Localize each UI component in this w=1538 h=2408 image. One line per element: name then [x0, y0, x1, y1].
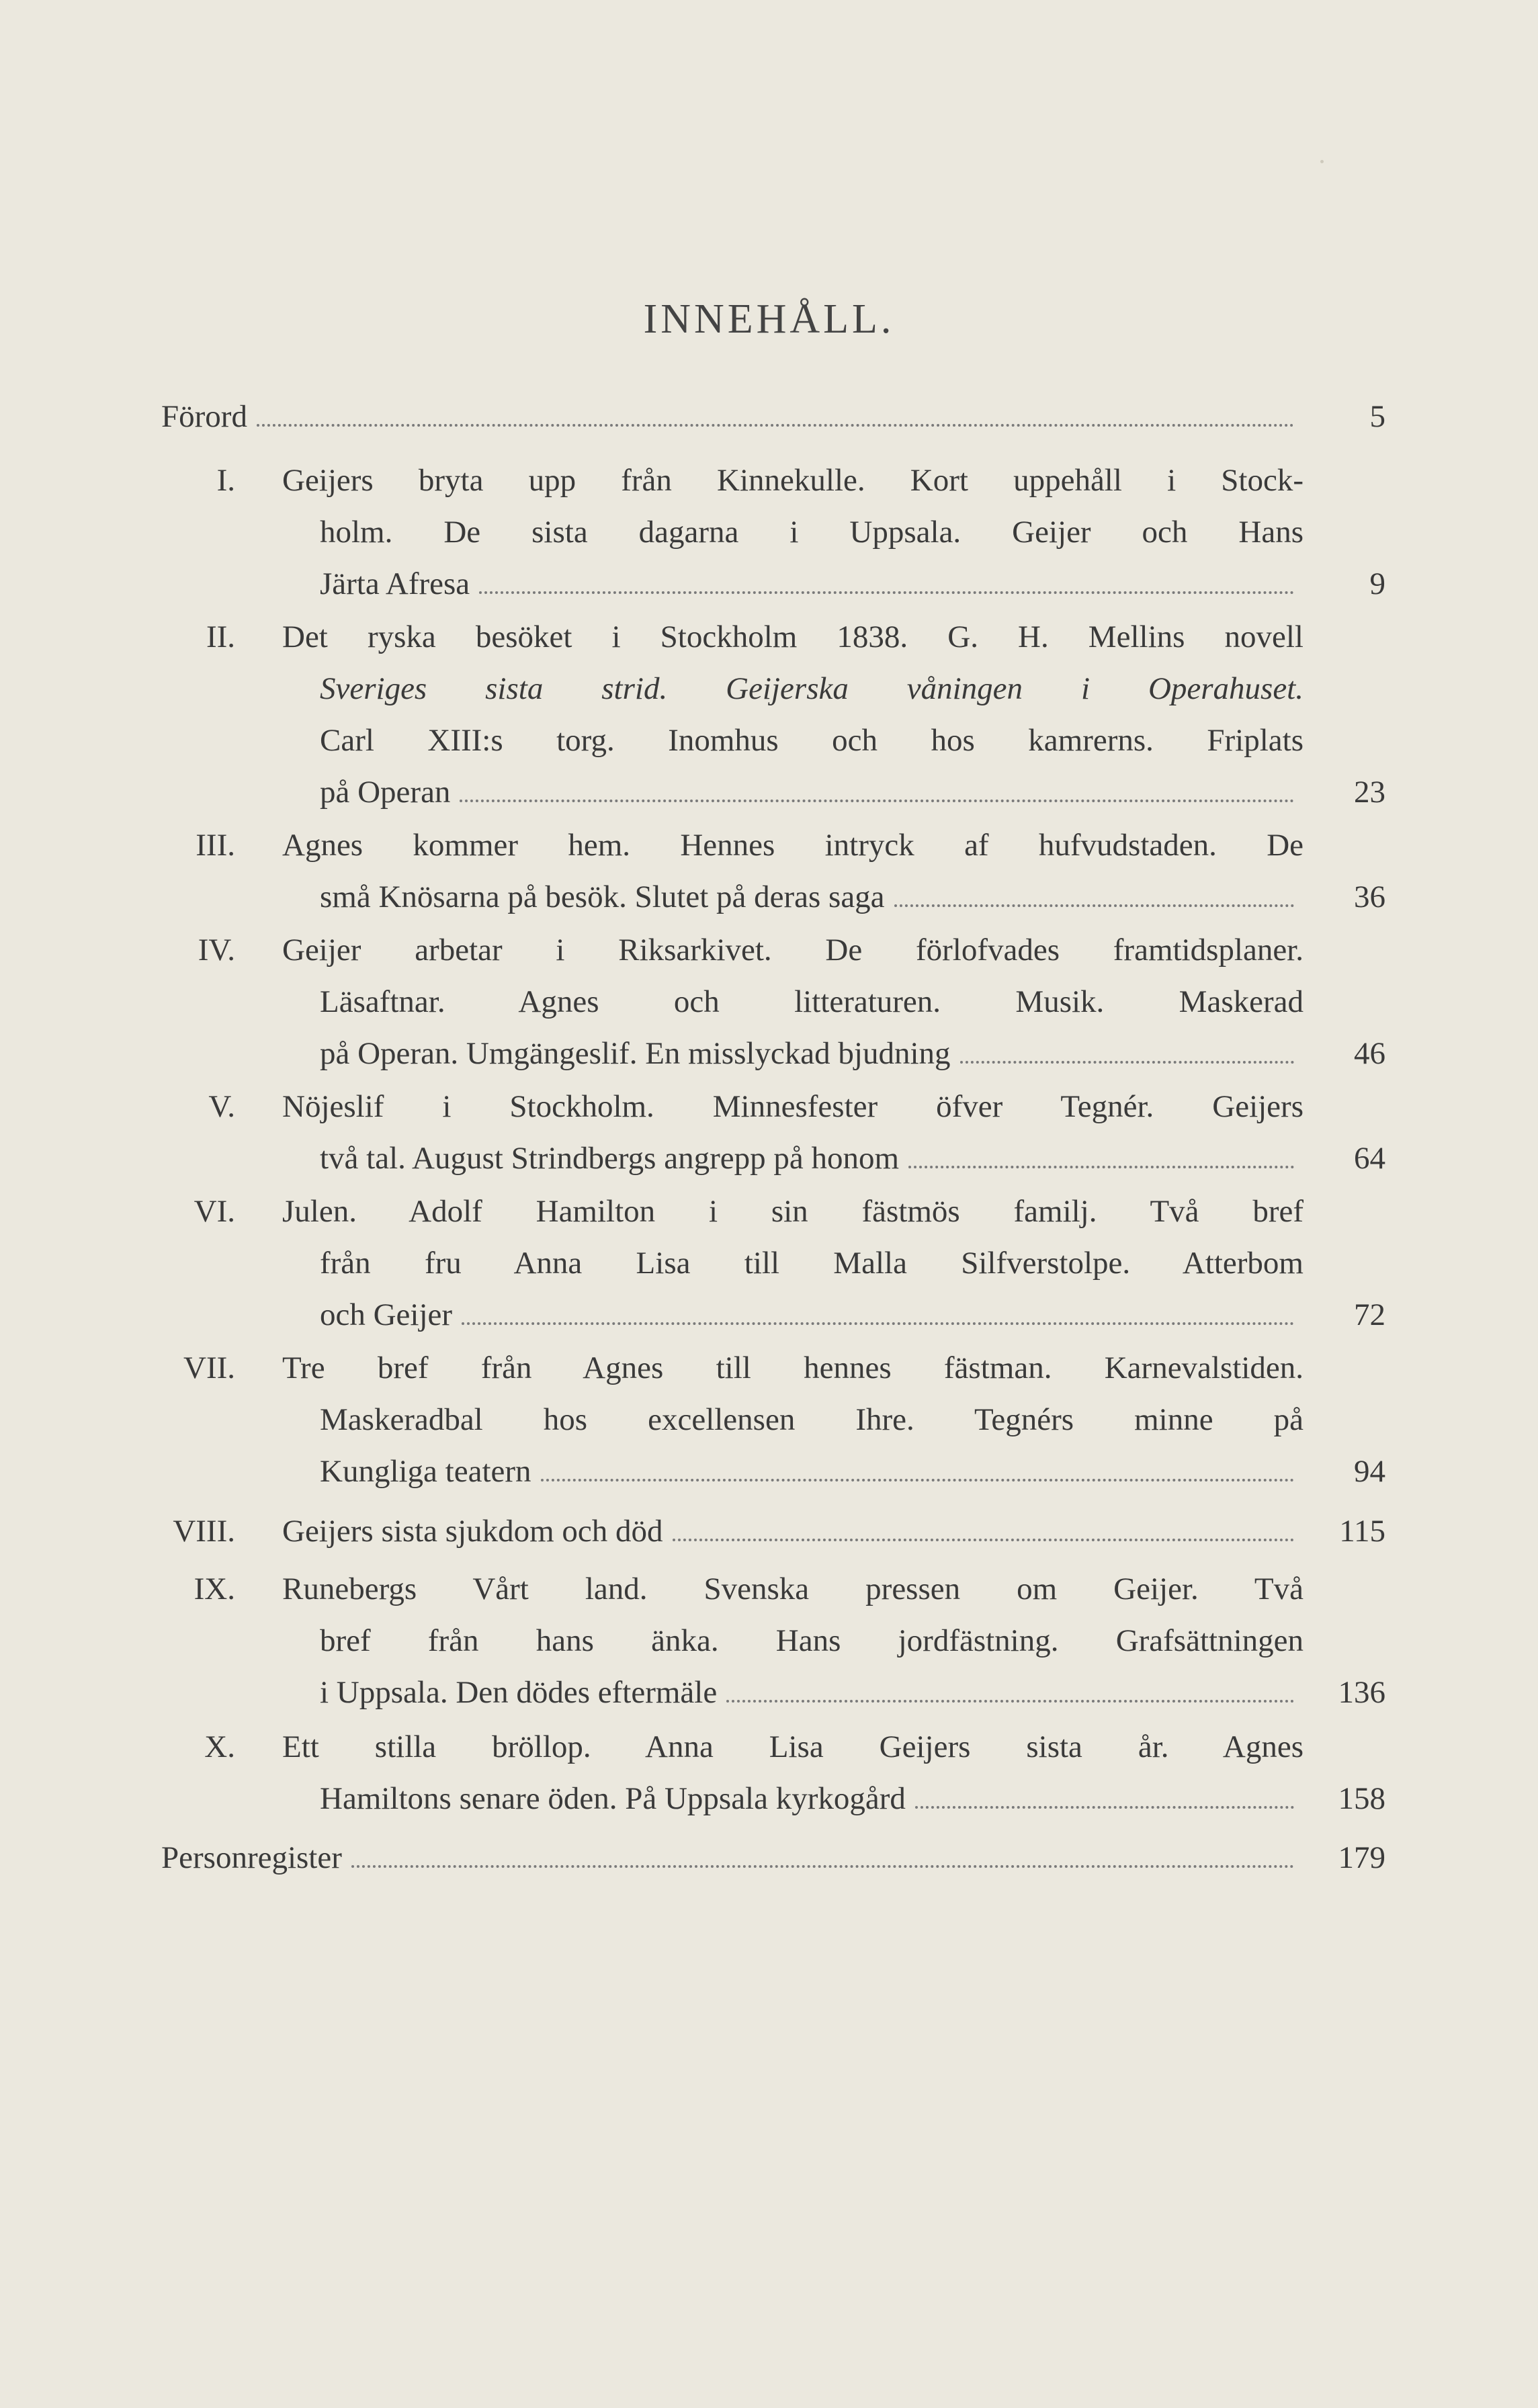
chapter-line-text: och Geijer — [320, 1297, 453, 1332]
dot-leader — [960, 1061, 1294, 1064]
chapter-line-last — [320, 1030, 1304, 1077]
chapter-line: Ett stilla bröllop. Anna Lisa Geijers sista år. Agnes — [282, 1729, 1304, 1764]
chapter-numeral: X. — [204, 1729, 235, 1764]
dot-leader — [257, 424, 1294, 427]
chapter-line-last — [320, 1448, 1304, 1495]
page-number: 72 — [1354, 1297, 1385, 1332]
chapter-numeral: VI. — [194, 1194, 235, 1229]
chapter-numeral: IV. — [198, 933, 235, 968]
chapter-numeral: VII. — [183, 1350, 235, 1385]
chapter-numeral: III. — [196, 828, 235, 863]
dot-leader — [351, 1865, 1294, 1868]
chapter-numeral: V. — [208, 1089, 235, 1124]
chapter-line: Geijer arbetar i Riksarkivet. De förlofvades framtidsplaner. — [282, 933, 1304, 968]
chapter-line: Nöjeslif i Stockholm. Minnesfester öfver Tegnér. Geijers — [282, 1089, 1304, 1124]
chapter-line: Agnes kommer hem. Hennes intryck af hufvudstaden. De — [282, 828, 1304, 863]
chapter-line-text: Geijers sista sjukdom och död — [282, 1514, 663, 1549]
page-number: 36 — [1354, 879, 1385, 914]
entry-label: Förord — [161, 399, 247, 434]
chapter-line-last — [320, 1669, 1304, 1716]
page-number: 179 — [1338, 1840, 1385, 1875]
chapter-numeral: IX. — [194, 1572, 235, 1606]
chapter-line: från fru Anna Lisa till Malla Silfverstolpe. Atterbom — [320, 1246, 1304, 1281]
page-number: 5 — [1369, 399, 1385, 434]
dot-leader — [460, 800, 1294, 802]
chapter-line-text: i Uppsala. Den dödes eftermäle — [320, 1675, 718, 1710]
dot-leader — [908, 1166, 1294, 1168]
page-number: 136 — [1338, 1675, 1385, 1710]
page-number: 64 — [1354, 1141, 1385, 1176]
chapter-line-last — [320, 873, 1304, 920]
chapter-line-last — [320, 1135, 1304, 1182]
chapter-line-text: Järta Afresa — [320, 566, 470, 601]
chapter-numeral: VIII. — [173, 1514, 235, 1549]
page-number: 94 — [1354, 1454, 1385, 1489]
chapter-line: Runebergs Vårt land. Svenska pressen om Geijer. Två — [282, 1572, 1304, 1606]
speck-mark — [1320, 160, 1324, 163]
entry-label: Personregister — [161, 1840, 342, 1875]
chapter-line-last — [320, 1291, 1304, 1338]
dot-leader — [462, 1322, 1294, 1325]
dot-leader — [894, 904, 1294, 907]
page-title: INNEHÅLL. — [643, 296, 895, 342]
chapter-numeral: II. — [206, 619, 235, 654]
chapter-line: Tre bref från Agnes till hennes fästman. Karnevalstiden. — [282, 1350, 1304, 1385]
chapter-line: Geijers bryta upp från Kinnekulle. Kort uppehåll i Stock- — [282, 463, 1304, 498]
page-number: 115 — [1339, 1514, 1385, 1549]
chapter-line-last — [320, 769, 1304, 816]
toc-entry-register — [161, 1834, 1304, 1881]
chapter-line: Läsaftnar. Agnes och litteraturen. Musik. Maskerad — [320, 984, 1304, 1019]
chapter-line-text: Hamiltons senare öden. På Uppsala kyrkogård — [320, 1781, 906, 1816]
chapter-line: bref från hans änka. Hans jordfästning. Grafsättningen — [320, 1623, 1304, 1658]
page-number: 9 — [1369, 566, 1385, 601]
chapter-line-text: på Operan. Umgängeslif. En misslyckad bjudning — [320, 1036, 951, 1071]
dot-leader — [726, 1700, 1294, 1703]
chapter-line: Julen. Adolf Hamilton i sin fästmös familj. Två bref — [282, 1194, 1304, 1229]
chapter-line: Det ryska besöket i Stockholm 1838. G. H. Mellins novell — [282, 619, 1304, 654]
chapter-line: Carl XIII:s torg. Inomhus och hos kamrerns. Friplats — [320, 723, 1304, 758]
chapter-numeral: I. — [216, 463, 235, 498]
chapter-line-text: på Operan — [320, 775, 451, 810]
dot-leader — [541, 1479, 1294, 1481]
page-number: 23 — [1354, 775, 1385, 810]
chapter-line: Maskeradbal hos excellensen Ihre. Tegnérs minne på — [320, 1402, 1304, 1437]
chapter-line: holm. De sista dagarna i Uppsala. Geijer och Hans — [320, 515, 1304, 550]
chapter-line-text: två tal. August Strindbergs angrepp på honom — [320, 1141, 899, 1176]
chapter-line-last — [320, 560, 1304, 607]
chapter-line-text: Kungliga teatern — [320, 1454, 531, 1489]
page-number: 158 — [1338, 1781, 1385, 1816]
dot-leader — [915, 1806, 1294, 1809]
chapter-line-last — [320, 1775, 1304, 1822]
chapter-line: Sveriges sista strid. Geijerska våningen i Operahuset. — [320, 671, 1304, 706]
dot-leader — [673, 1539, 1294, 1541]
toc-entry-foreword — [161, 393, 1304, 440]
chapter-line-last — [282, 1508, 1304, 1555]
dot-leader — [479, 591, 1294, 594]
page-number: 46 — [1354, 1036, 1385, 1071]
chapter-line-text: små Knösarna på besök. Slutet på deras saga — [320, 879, 885, 914]
